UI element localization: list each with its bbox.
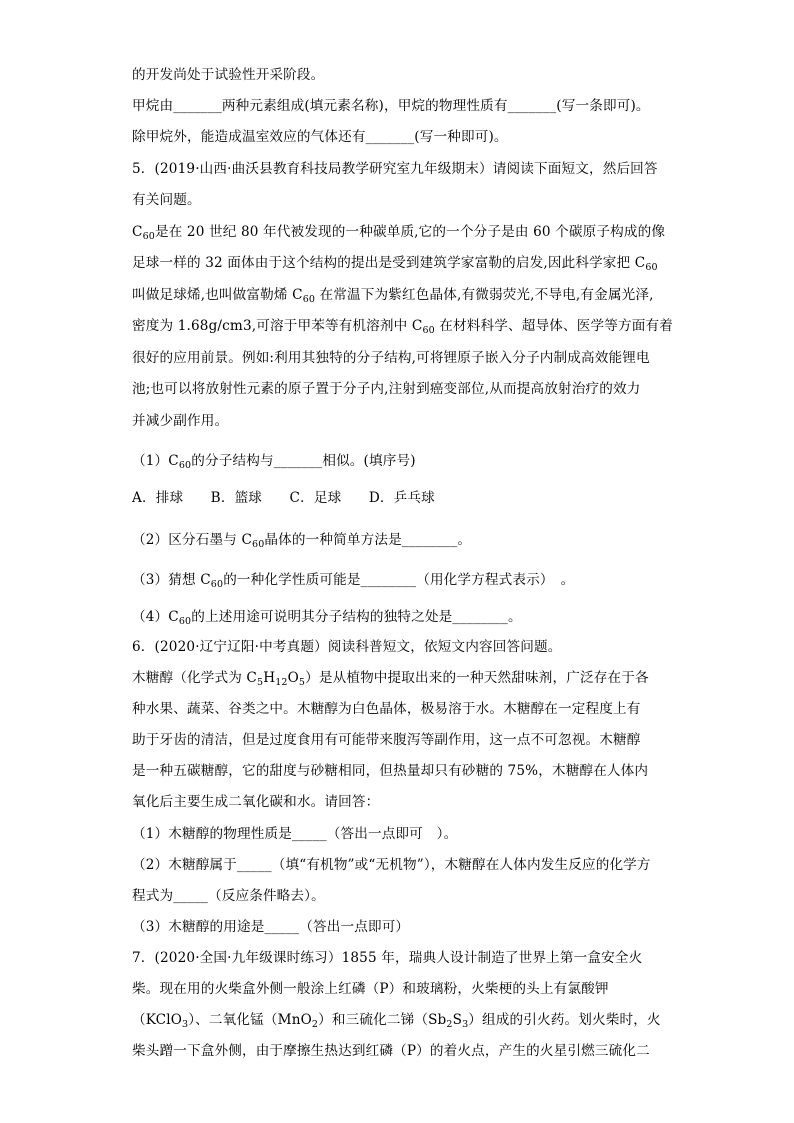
text-line: 氧化后主要生成二氧化碳和水。请回答： <box>132 794 380 810</box>
question-6-3: （3）木糖醇的用途是_____（答出一点即可） <box>132 919 410 935</box>
question-6-2: （2）木糖醇属于_____（填“有机物”或“无机物”），木糖醇在人体内发生反应的化学方 <box>132 857 651 873</box>
text-line: 除甲烷外，能造成温室效应的气体还有_______(写一种即可)。 <box>132 129 508 145</box>
text-line: 很好的应用前景。例如:利用其独特的分子结构,可将锂原子嵌入分子内制成高效能锂电 <box>132 350 650 366</box>
question-5-3: （3）猜想 $C_{60}$的一种化学性质可能是________（用化学方程式表示） 。 <box>132 572 575 590</box>
text-line: 有关问题。 <box>132 192 201 208</box>
question-5-4: $(4)C_{60}$的上述用途可说明其分子结构的独特之处是________。 <box>132 609 522 627</box>
question-6-header: 6．(2020·辽宁辽阳·中考真题）阅读科普短文，依短文内容回答问题。 <box>132 639 562 655</box>
question-6-1: （1）木糖醇的物理性质是_____（答出一点即可 ）。 <box>132 826 458 842</box>
text-line: 甲烷由_______两种元素组成(填元素名称)，甲烷的物理性质有_______(写一条即可)。 <box>132 98 650 114</box>
text-line: 足球一样的 32 面体由于这个结构的提出是受到建筑学家富勒的启发,因此科学家把 $C_{60}$ <box>132 255 658 273</box>
text-line: 程式为_____（反应条件略去）。 <box>132 888 325 904</box>
text-line: $C_{60}$是在 20 世纪 80 年代被发现的一种碳单质,它的一个分子是由 60 个碳原子构成的像 <box>132 224 666 242</box>
text-line: 的开发尚处于试验性开采阶段。 <box>132 67 325 83</box>
text-line: 柴头蹭一下盒外侧，由于摩擦生热达到红磷（P）的着火点，产生的火星引燃三硫化二 <box>132 1043 650 1059</box>
question-5-1: $(1)C_{60}$的分子结构与_______相似。(填序号) <box>132 453 416 471</box>
text-line: 叫做足球烯,也叫做富勒烯 $C_{60}$ 在常温下为紫红色晶体,有微弱荧光,不导电,有金属光泽, <box>132 287 654 305</box>
text-line: 助于牙齿的清洁，但是过度食用有可能带来腹泻等副作用，这一点不可忽视。木糖醇 <box>132 732 641 748</box>
text-line: 并减少副作用。 <box>132 413 229 429</box>
text-line: （KClO$_3$）、二氧化锰（MnO$_2$）和三硫化二锑$(Sb_2S_3)$组成的引火药。划火柴时，火 <box>132 1012 661 1030</box>
question-5-1-options: A．排球 B．篮球 C．足球 D．乒乓球 <box>132 490 435 506</box>
question-5-2: （2）区分石墨与 $C_{60}$晶体的一种简单方法是________。 <box>132 532 472 550</box>
text-line: 木糖醇（化学式为 $C_5H_{12}O_5$）是从植物中提取出来的一种天然甜味剂，广泛存在于各 <box>132 670 649 688</box>
text-line: 池;也可以将放射性元素的原子置于分子内,注射到癌变部位,从而提高放射治疗的效力 <box>132 381 641 397</box>
question-5-header: 5．(2019·山西·曲沃县教育科技局教学研究室九年级期末）请阅读下面短文，然后回答 <box>132 161 658 177</box>
text-line: 密度为 1.68g/cm3,可溶于甲苯等有机溶剂中 $C_{60}$ 在材料科学、超导体、医学等方面有着 <box>132 318 673 336</box>
text-line: 种水果、蔬菜、谷类之中。木糖醇为白色晶体，极易溶于水。木糖醇在一定程度上有 <box>132 701 641 717</box>
text-line: 是一种五碳糖醇，它的甜度与砂糖相同，但热量却只有砂糖的 75%，木糖醇在人体内 <box>132 763 649 779</box>
question-7-header: 7．(2020·全国·九年级课时练习）1855 年，瑞典人设计制造了世界上第一盒安全火 <box>132 950 643 966</box>
text-line: 柴。现在用的火柴盒外侧一般涂上红磷（P）和玻璃粉，火柴梗的头上有氯酸钾 <box>132 981 609 997</box>
